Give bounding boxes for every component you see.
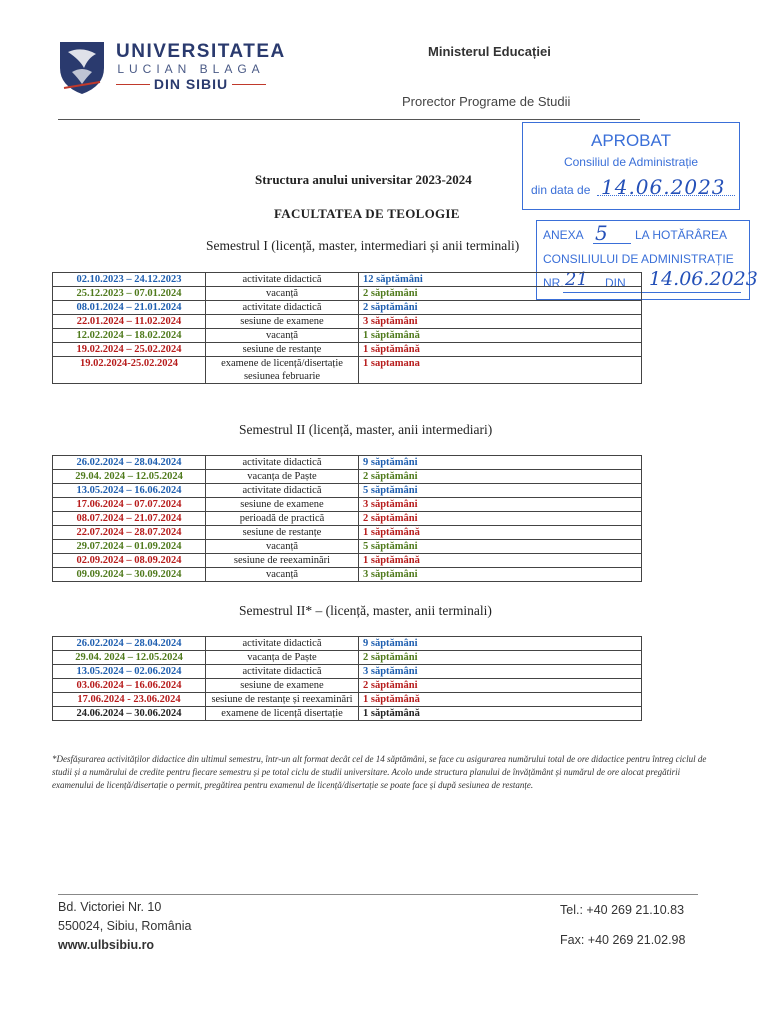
period-cell: 13.05.2024 – 02.06.2024 xyxy=(53,665,206,679)
period-cell: 09.09.2024 – 30.09.2024 xyxy=(53,568,206,582)
approval-stamp-date-handwritten: 14.06.2023 xyxy=(601,175,726,199)
semester-2-terminal-table xyxy=(52,636,642,721)
duration-cell: 1 săptămână xyxy=(359,707,642,721)
duration-cell: 1 săptămână xyxy=(359,343,642,357)
activity-cell: vacanță xyxy=(206,540,359,554)
schedule-row xyxy=(53,637,642,651)
schedule-row xyxy=(53,343,642,357)
schedule-row xyxy=(53,498,642,512)
activity-cell: sesiune de restanțe și reexaminări xyxy=(206,693,359,707)
schedule-row xyxy=(53,329,642,343)
ministry-name: Ministerul Educației xyxy=(428,44,551,59)
semester-2-terminal-heading: Semestrul II* – (licență, master, anii terminali) xyxy=(239,603,492,618)
duration-cell: 3 săptămâni xyxy=(359,315,642,329)
activity-cell: sesiune de examene xyxy=(206,679,359,693)
activity-cell: vacanță xyxy=(206,568,359,582)
annex-din-handwritten: 14.06.2023 xyxy=(649,268,758,290)
approval-stamp xyxy=(522,122,740,210)
schedule-row xyxy=(53,651,642,665)
schedule-row xyxy=(53,540,642,554)
period-cell: 26.02.2024 – 28.04.2024 xyxy=(53,456,206,470)
duration-cell: 9 săptămâni xyxy=(359,456,642,470)
period-cell: 19.02.2024-25.02.2024 xyxy=(53,357,206,384)
annex-din-label: DIN xyxy=(605,276,626,290)
approval-stamp-title: APROBAT xyxy=(591,131,671,150)
activity-cell: activitate didactică xyxy=(206,484,359,498)
activity-cell: activitate didactică xyxy=(206,456,359,470)
schedule-row xyxy=(53,357,642,384)
period-cell: 22.01.2024 – 11.02.2024 xyxy=(53,315,206,329)
period-cell: 26.02.2024 – 28.04.2024 xyxy=(53,637,206,651)
semester-2-table xyxy=(52,455,642,582)
schedule-row xyxy=(53,301,642,315)
activity-cell: sesiune de restanțe xyxy=(206,526,359,540)
duration-cell: 2 săptămâni xyxy=(359,679,642,693)
activity-cell: examene de licență/disertație sesiunea februarie xyxy=(206,357,359,384)
period-cell: 02.10.2023 – 24.12.2023 xyxy=(53,273,206,287)
duration-cell: 2 săptămâni xyxy=(359,651,642,665)
approval-stamp-dotted-line xyxy=(597,195,735,196)
schedule-row xyxy=(53,470,642,484)
activity-cell: activitate didactică xyxy=(206,665,359,679)
activity-cell: activitate didactică xyxy=(206,301,359,315)
schedule-row xyxy=(53,554,642,568)
duration-cell: 2 săptămâni xyxy=(359,301,642,315)
duration-cell: 1 săptămână xyxy=(359,526,642,540)
schedule-row xyxy=(53,679,642,693)
period-cell: 29.07.2024 – 01.09.2024 xyxy=(53,540,206,554)
activity-cell: vacanța de Paște xyxy=(206,651,359,665)
schedule-row xyxy=(53,315,642,329)
schedule-row xyxy=(53,512,642,526)
approval-stamp-subtitle: Consiliul de Administrație xyxy=(563,155,699,169)
activity-cell: sesiune de reexaminări xyxy=(206,554,359,568)
prorector-title: Prorector Programe de Studii xyxy=(402,94,571,109)
annex-suffix: LA HOTĂRÂREA xyxy=(635,228,728,242)
duration-cell: 12 săptămâni xyxy=(359,273,642,287)
schedule-row xyxy=(53,273,642,287)
period-cell: 13.05.2024 – 16.06.2024 xyxy=(53,484,206,498)
annex-council: CONSILIULUI DE ADMINISTRAȚIE xyxy=(543,252,734,266)
duration-cell: 5 săptămâni xyxy=(359,484,642,498)
schedule-row xyxy=(53,484,642,498)
activity-cell: sesiune de examene xyxy=(206,498,359,512)
logo-rule-right xyxy=(232,84,266,85)
activity-cell: examene de licență disertație xyxy=(206,707,359,721)
activity-cell: activitate didactică xyxy=(206,637,359,651)
period-cell: 17.06.2024 – 07.07.2024 xyxy=(53,498,206,512)
duration-cell: 1 săptămână xyxy=(359,329,642,343)
duration-cell: 2 săptămâni xyxy=(359,287,642,301)
period-cell: 12.02.2024 – 18.02.2024 xyxy=(53,329,206,343)
duration-cell: 3 săptămâni xyxy=(359,498,642,512)
activity-cell: vacanță xyxy=(206,329,359,343)
footer-divider xyxy=(58,894,698,895)
header-divider xyxy=(58,119,640,120)
annex-number-underline xyxy=(593,243,631,244)
period-cell: 03.06.2024 – 16.06.2024 xyxy=(53,679,206,693)
website-link[interactable]: www.ulbsibiu.ro xyxy=(58,938,155,952)
schedule-row xyxy=(53,287,642,301)
activity-cell: sesiune de examene xyxy=(206,315,359,329)
period-cell: 19.02.2024 – 25.02.2024 xyxy=(53,343,206,357)
schedule-row xyxy=(53,568,642,582)
activity-cell: perioadă de practică xyxy=(206,512,359,526)
annex-label: ANEXA xyxy=(543,228,584,242)
activity-cell: sesiune de restanțe xyxy=(206,343,359,357)
duration-cell: 9 săptămâni xyxy=(359,637,642,651)
period-cell: 24.06.2024 – 30.06.2024 xyxy=(53,707,206,721)
logo-line-3 xyxy=(116,76,266,92)
address-line-1: Bd. Victoriei Nr. 10 xyxy=(58,900,162,914)
semester-2-heading: Semestrul II (licență, master, anii intermediari) xyxy=(239,422,493,437)
period-cell: 25.12.2023 – 07.01.2024 xyxy=(53,287,206,301)
activity-cell: vacanța de Paște xyxy=(206,470,359,484)
university-logo-icon xyxy=(58,38,106,96)
address-line-2: 550024, Sibiu, România xyxy=(58,919,192,933)
schedule-row xyxy=(53,693,642,707)
footer-address xyxy=(58,898,191,955)
document-title: Structura anului universitar 2023-2024 xyxy=(255,172,472,187)
period-cell: 08.07.2024 – 21.07.2024 xyxy=(53,512,206,526)
period-cell: 22.07.2024 – 28.07.2024 xyxy=(53,526,206,540)
period-cell: 29.04. 2024 – 12.05.2024 xyxy=(53,470,206,484)
duration-cell: 1 săptămână xyxy=(359,554,642,568)
duration-cell: 2 săptămâni xyxy=(359,512,642,526)
annex-nr-handwritten: 21 xyxy=(565,269,588,290)
period-cell: 29.04. 2024 – 12.05.2024 xyxy=(53,651,206,665)
schedule-row xyxy=(53,707,642,721)
duration-cell: 3 săptămâni xyxy=(359,568,642,582)
schedule-row xyxy=(53,526,642,540)
logo-rule-left xyxy=(116,84,150,85)
period-cell: 17.06.2024 - 23.06.2024 xyxy=(53,693,206,707)
university-logo-text xyxy=(116,41,286,92)
period-cell: 08.01.2024 – 21.01.2024 xyxy=(53,301,206,315)
footer-fax: Fax: +40 269 21.02.98 xyxy=(560,933,686,947)
semester-1-table xyxy=(52,272,642,384)
faculty-title: FACULTATEA DE TEOLOGIE xyxy=(274,206,460,221)
annex-number-handwritten: 5 xyxy=(595,221,608,245)
logo-line-1: UNIVERSITATEA xyxy=(116,41,286,62)
logo-line-3-text: DIN SIBIU xyxy=(153,76,229,92)
duration-cell: 5 săptămâni xyxy=(359,540,642,554)
period-cell: 02.09.2024 – 08.09.2024 xyxy=(53,554,206,568)
schedule-row xyxy=(53,456,642,470)
duration-cell: 3 săptămâni xyxy=(359,665,642,679)
footnote: *Desfășurarea activităților didactice din ultimul semestru, într-un alt format decât cel de 14 săptămâni, se face cu asigurarea numărului total de ore didactice pentru întreg ciclul de studii și a numărului de credite pentru fiecare semestru și pe total ciclu de studii universitare. Acolo unde structura planului de învățământ și numărul de ore alocat pregătirii examenului de licență/disertație o permit, pregătirea pentru examenul de licență/disertație se poate face și după sesiunea de restanțe. xyxy=(52,754,707,790)
logo-line-2: LUCIAN BLAGA xyxy=(117,62,265,76)
approval-stamp-date-label: din data de xyxy=(531,183,591,197)
duration-cell: 2 săptămâni xyxy=(359,470,642,484)
annex-nr-label: NR. xyxy=(543,276,564,290)
schedule-row xyxy=(53,665,642,679)
activity-cell: vacanță xyxy=(206,287,359,301)
footer-phone: Tel.: +40 269 21.10.83 xyxy=(560,903,685,917)
activity-cell: activitate didactică xyxy=(206,273,359,287)
duration-cell: 1 săptămână xyxy=(359,693,642,707)
duration-cell: 1 saptamana xyxy=(359,357,642,384)
semester-1-heading: Semestrul I (licență, master, intermediari și anii terminali) xyxy=(206,238,520,253)
